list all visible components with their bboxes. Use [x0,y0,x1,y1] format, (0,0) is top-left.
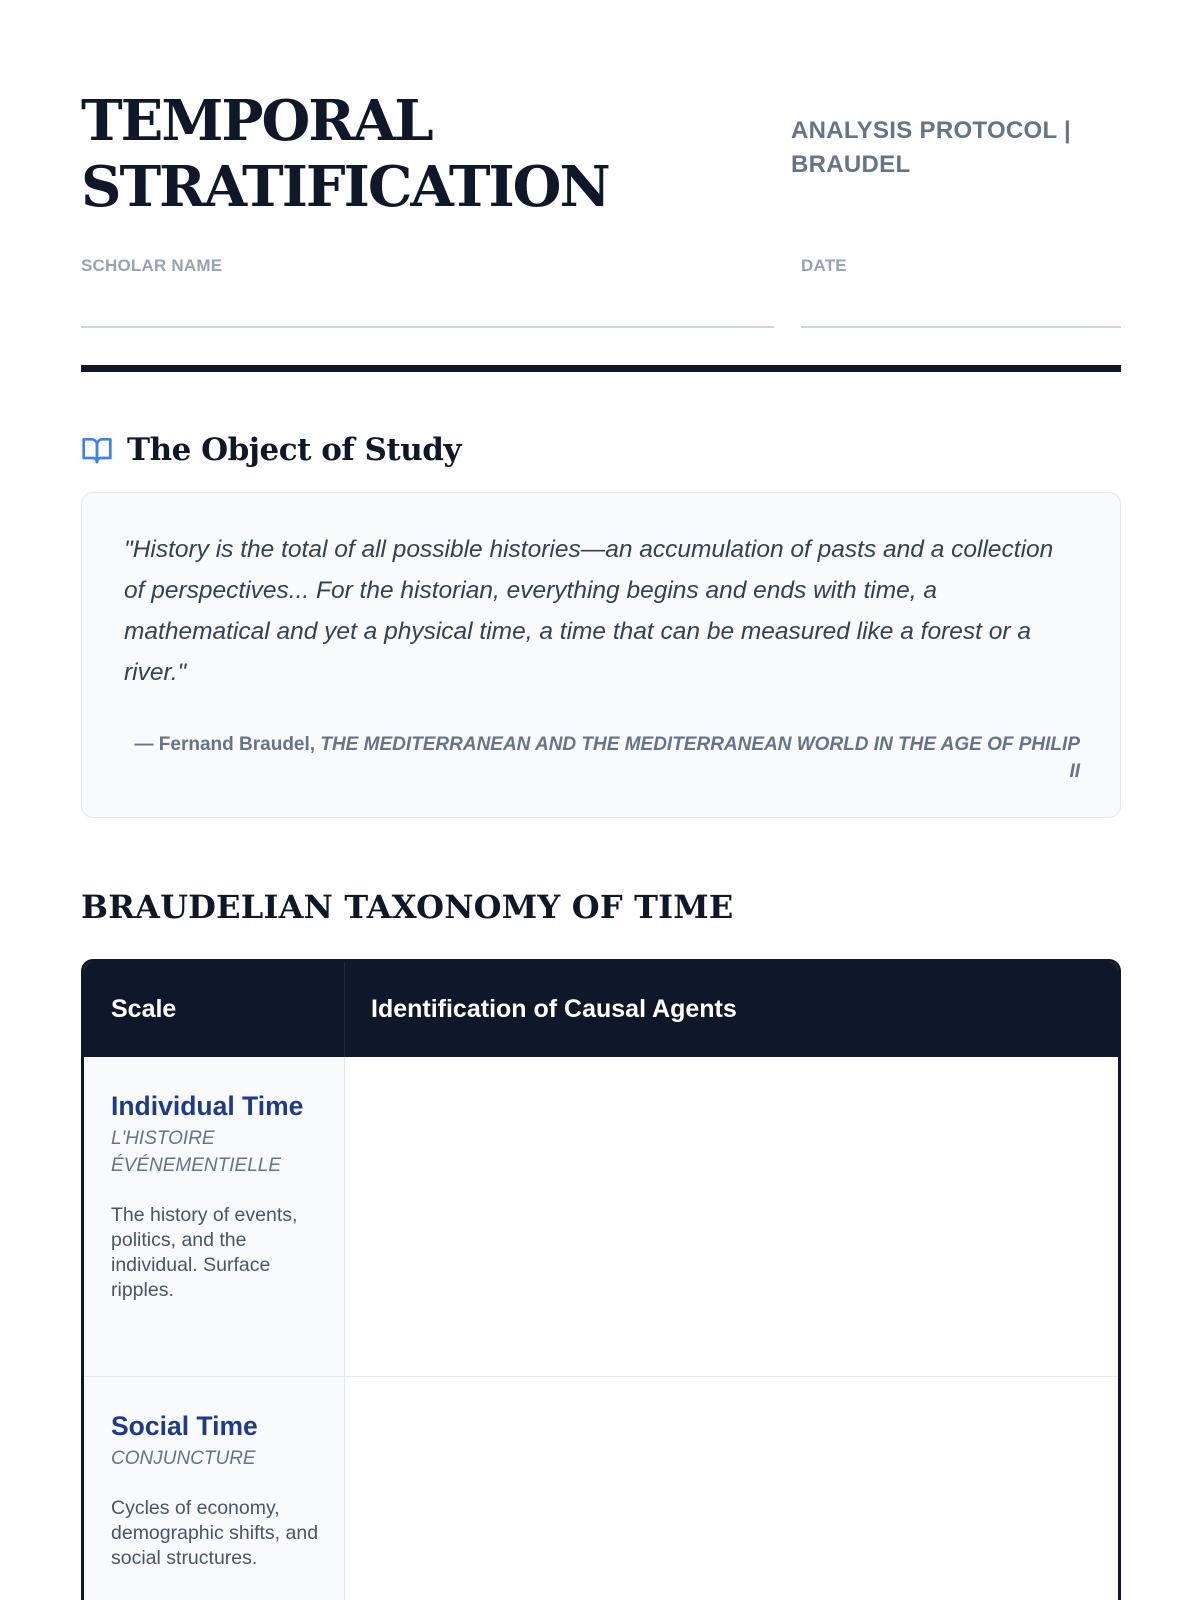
taxonomy-heading: BRAUDELIAN TAXONOMY OF TIME [81,888,734,926]
title-line-1: TEMPORAL [81,88,432,154]
table-row [84,1377,1118,1600]
scale-cell [84,1057,345,1376]
page-header [81,0,1121,238]
scale-description: Cycles of economy, demographic shifts, and social structures. [111,1497,319,1569]
table-header [84,962,1118,1057]
scale-description: The history of events, politics, and the individual. Surface ripples. [111,1204,298,1301]
scholar-name-field[interactable] [81,256,774,328]
scale-name: Social Time [111,1411,258,1441]
scholar-fields [81,238,1121,338]
quote-work-title: THE MEDITERRANEAN AND THE MEDITERRANEAN WORLD IN THE AGE OF PHILIP II [320,734,1080,782]
table-row [84,1057,1118,1377]
date-label: DATE [801,256,847,275]
title-line-2: STRATIFICATION [81,154,609,220]
scale-cell [84,1377,345,1600]
column-header-scale: Scale [84,962,345,1057]
object-of-study-title: The Object of Study [127,432,461,468]
date-line[interactable] [801,326,1121,328]
scholar-name-label: SCHOLAR NAME [81,256,223,275]
header-divider [81,365,1121,372]
object-of-study-heading [81,428,461,472]
braudel-quote: "History is the total of all possible histories—an accumulation of pasts and a collection of perspectives... For the historian, everything begins and ends with time, a mathematical and yet a physical time, a time that can be measured like a forest or a river." [124,536,1054,686]
protocol-page [81,0,1121,1569]
scale-term: CONJUNCTURE [111,1448,256,1469]
taxonomy-table [81,959,1121,1600]
braudel-quote-box [81,492,1121,818]
causal-agents-input[interactable] [345,1377,1118,1600]
open-book-icon [81,434,113,466]
scale-term: L'HISTOIRE ÉVÉNEMENTIELLE [111,1128,281,1176]
scholar-name-line[interactable] [81,326,774,328]
causal-agents-input[interactable] [345,1057,1118,1376]
page-title [81,88,609,220]
protocol-subtitle: ANALYSIS PROTOCOL | BRAUDEL [791,117,1072,178]
scale-name: Individual Time [111,1091,304,1121]
quote-author: — Fernand Braudel, [134,734,316,755]
column-header-causal-agents: Identification of Causal Agents [371,995,737,1023]
quote-attribution [124,731,1080,785]
date-field[interactable] [801,256,1121,328]
